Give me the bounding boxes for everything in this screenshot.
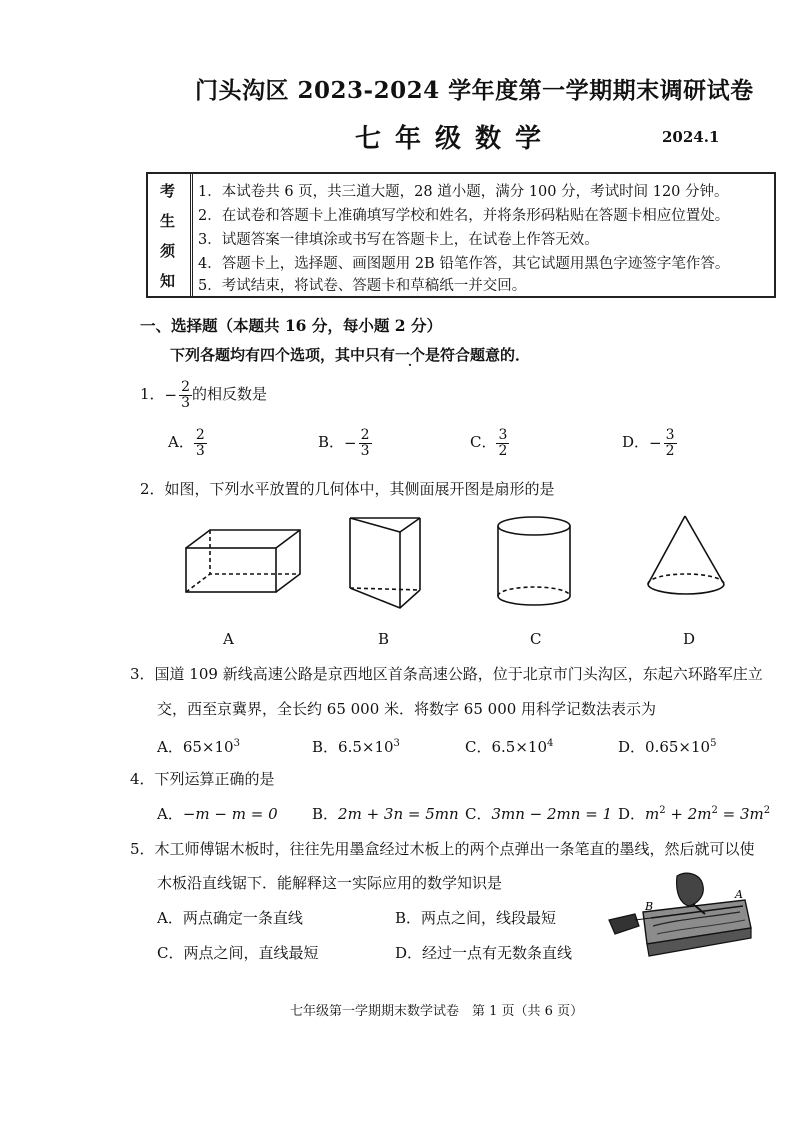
q1-option-d: [622, 428, 677, 458]
minus-sign: −: [344, 434, 357, 453]
q3-option-d: [618, 736, 716, 757]
exponent: 4: [547, 738, 554, 749]
question-2: 2．如图，下列水平放置的几何体中，其侧面展开图是扇形的是: [140, 480, 555, 498]
minus-sign: −: [649, 434, 662, 453]
option-label: D．: [395, 944, 423, 962]
question-4: 4．下列运算正确的是: [130, 770, 275, 788]
q1-option-c: [470, 428, 509, 458]
exponent: 2: [763, 805, 771, 816]
question-3-line-2: 交，西至京冀界，全长约 65 000 米．将数字 65 000 用科学记数法表示为: [157, 700, 657, 718]
notice-line: 2．在试卷和答题卡上准确填写学校和姓名，并将条形码粘贴在答题卡相应位置处。: [198, 208, 730, 224]
option-expr: 65×10: [182, 738, 234, 756]
fraction: [496, 428, 509, 458]
question-text: 的相反数是: [192, 385, 268, 404]
q4-option-b: [312, 803, 459, 824]
option-label: D．: [618, 738, 646, 756]
denominator: 2: [665, 442, 675, 459]
fraction: [664, 428, 677, 458]
question-1: [140, 380, 267, 410]
option-expr: + 2m: [665, 805, 712, 823]
exponent: 2: [711, 805, 718, 816]
section-instruction: [170, 344, 530, 365]
numerator: 2: [195, 427, 205, 443]
question-5-line-2: 木板沿直线锯下．能解释这一实际应用的数学知识是: [157, 874, 503, 892]
q5-option-d: [395, 942, 572, 963]
numerator: 3: [498, 427, 508, 443]
notice-line: 3．试题答案一律填涂或书写在答题卡上，在试卷上作答无效。: [198, 232, 599, 248]
fraction: [179, 380, 192, 410]
option-label: B．: [395, 909, 422, 927]
question-5-line-1: 5．木工师傅锯木板时，往往先用墨盒经过木板上的两个点弹出一条笔直的墨线，然后就可以使: [130, 840, 755, 858]
point-a-label: A: [735, 888, 743, 901]
denominator: 3: [181, 394, 191, 411]
solid-label-c: C: [530, 630, 542, 648]
instruction-text: 是符合题意的．: [425, 346, 531, 364]
page-footer: 七年级第一学期期末数学试卷 第 1 页（共 6 页）: [290, 1004, 584, 1019]
q3-option-b: [312, 736, 400, 757]
q5-option-c: [157, 942, 319, 963]
fraction: [359, 428, 372, 458]
notice-side-char: 生: [160, 212, 176, 230]
option-label: A．: [157, 738, 183, 756]
exam-title: 门头沟区 2023-2024 学年度第一学期期末调研试卷: [195, 77, 754, 104]
q4-option-c: [465, 803, 612, 824]
notice-side-char: 须: [160, 242, 176, 260]
option-label: A．: [168, 433, 194, 452]
q5-option-a: [157, 907, 303, 928]
option-expr: 2m + 3n = 5mn: [338, 805, 459, 823]
option-label: C．: [470, 433, 497, 452]
carpenter-board-illustration: [605, 868, 755, 960]
option-expr: = 3m: [717, 805, 764, 823]
notice-line: 4．答题卡上，选择题、画图题用 2B 铅笔作答，其它试题用黑色字迹签字笔作答。: [198, 256, 730, 272]
exponent: 2: [659, 805, 666, 816]
numerator: 2: [360, 427, 370, 443]
question-3-line-1: 3．国道 109 新线高速公路是京西地区首条高速公路，位于北京市门头沟区，东起六环路军庄立: [130, 665, 763, 683]
numerator: 2: [181, 379, 191, 395]
option-label: B．: [312, 738, 339, 756]
instruction-emphasis: 一个: [395, 346, 426, 364]
q1-option-a: [168, 428, 207, 458]
q5-option-b: [395, 907, 556, 928]
notice-side-char: 知: [160, 272, 176, 290]
option-label: D．: [618, 805, 646, 823]
q4-option-d: [618, 803, 770, 824]
option-label: C．: [465, 805, 492, 823]
option-text: 两点之间，直线最短: [183, 944, 319, 962]
option-label: D．: [622, 433, 650, 452]
question-number: 1．: [140, 385, 165, 404]
exponent: 3: [233, 738, 240, 749]
option-expr: 0.65×10: [645, 738, 711, 756]
point-b-label: B: [645, 900, 654, 913]
minus-sign: −: [164, 386, 178, 405]
instruction-text: 下列各题均有四个选项，其中只有: [170, 346, 396, 364]
solid-label-a: A: [223, 630, 234, 648]
notice-line: 5．考试结束，将试卷、答题卡和草稿纸一并交回。: [198, 278, 527, 294]
option-label: B．: [312, 805, 339, 823]
cylinder-shape: [498, 517, 570, 605]
option-text: 两点之间，线段最短: [421, 909, 557, 927]
q4-option-a: [157, 803, 278, 824]
q3-option-c: [465, 736, 553, 757]
notice-line: 1．本试卷共 6 页，共三道大题，28 道小题，满分 100 分，考试时间 120 分钟。: [198, 184, 729, 200]
option-text: 经过一点有无数条直线: [422, 944, 573, 962]
option-label: A．: [157, 909, 183, 927]
exponent: 3: [393, 738, 400, 749]
denominator: 2: [498, 442, 508, 459]
notice-side-char: 考: [160, 182, 176, 200]
option-expr: 6.5×10: [338, 738, 394, 756]
option-label: A．: [157, 805, 183, 823]
option-expr: m: [645, 805, 660, 823]
solid-label-b: B: [378, 630, 390, 648]
section-heading: 一、选择题（本题共 16 分，每小题 2 分）: [140, 316, 442, 335]
q1-option-b: [318, 428, 372, 458]
option-text: 两点确定一条直线: [182, 909, 303, 927]
option-label: C．: [157, 944, 184, 962]
option-expr: −m − m = 0: [182, 805, 278, 823]
option-expr: 3mn − 2mn = 1: [491, 805, 613, 823]
exponent: 5: [710, 738, 717, 749]
solid-label-d: D: [683, 630, 696, 648]
triangular-prism-shape: [350, 518, 420, 608]
option-label: C．: [465, 738, 492, 756]
option-label: B．: [318, 433, 345, 452]
cone-shape: [648, 516, 724, 594]
notice-box: [146, 172, 776, 298]
numerator: 3: [665, 427, 675, 443]
cuboid-shape: [186, 530, 300, 592]
fraction: [194, 428, 207, 458]
q3-option-a: [157, 736, 240, 757]
denominator: 3: [195, 442, 205, 459]
notice-divider: [192, 174, 193, 296]
option-expr: 6.5×10: [491, 738, 547, 756]
notice-side-label: [148, 174, 191, 296]
exam-date: 2024.1: [662, 128, 720, 146]
exam-subtitle: 七年级数学: [355, 124, 556, 154]
q2-solids-figure: [170, 508, 750, 628]
denominator: 3: [360, 442, 370, 459]
